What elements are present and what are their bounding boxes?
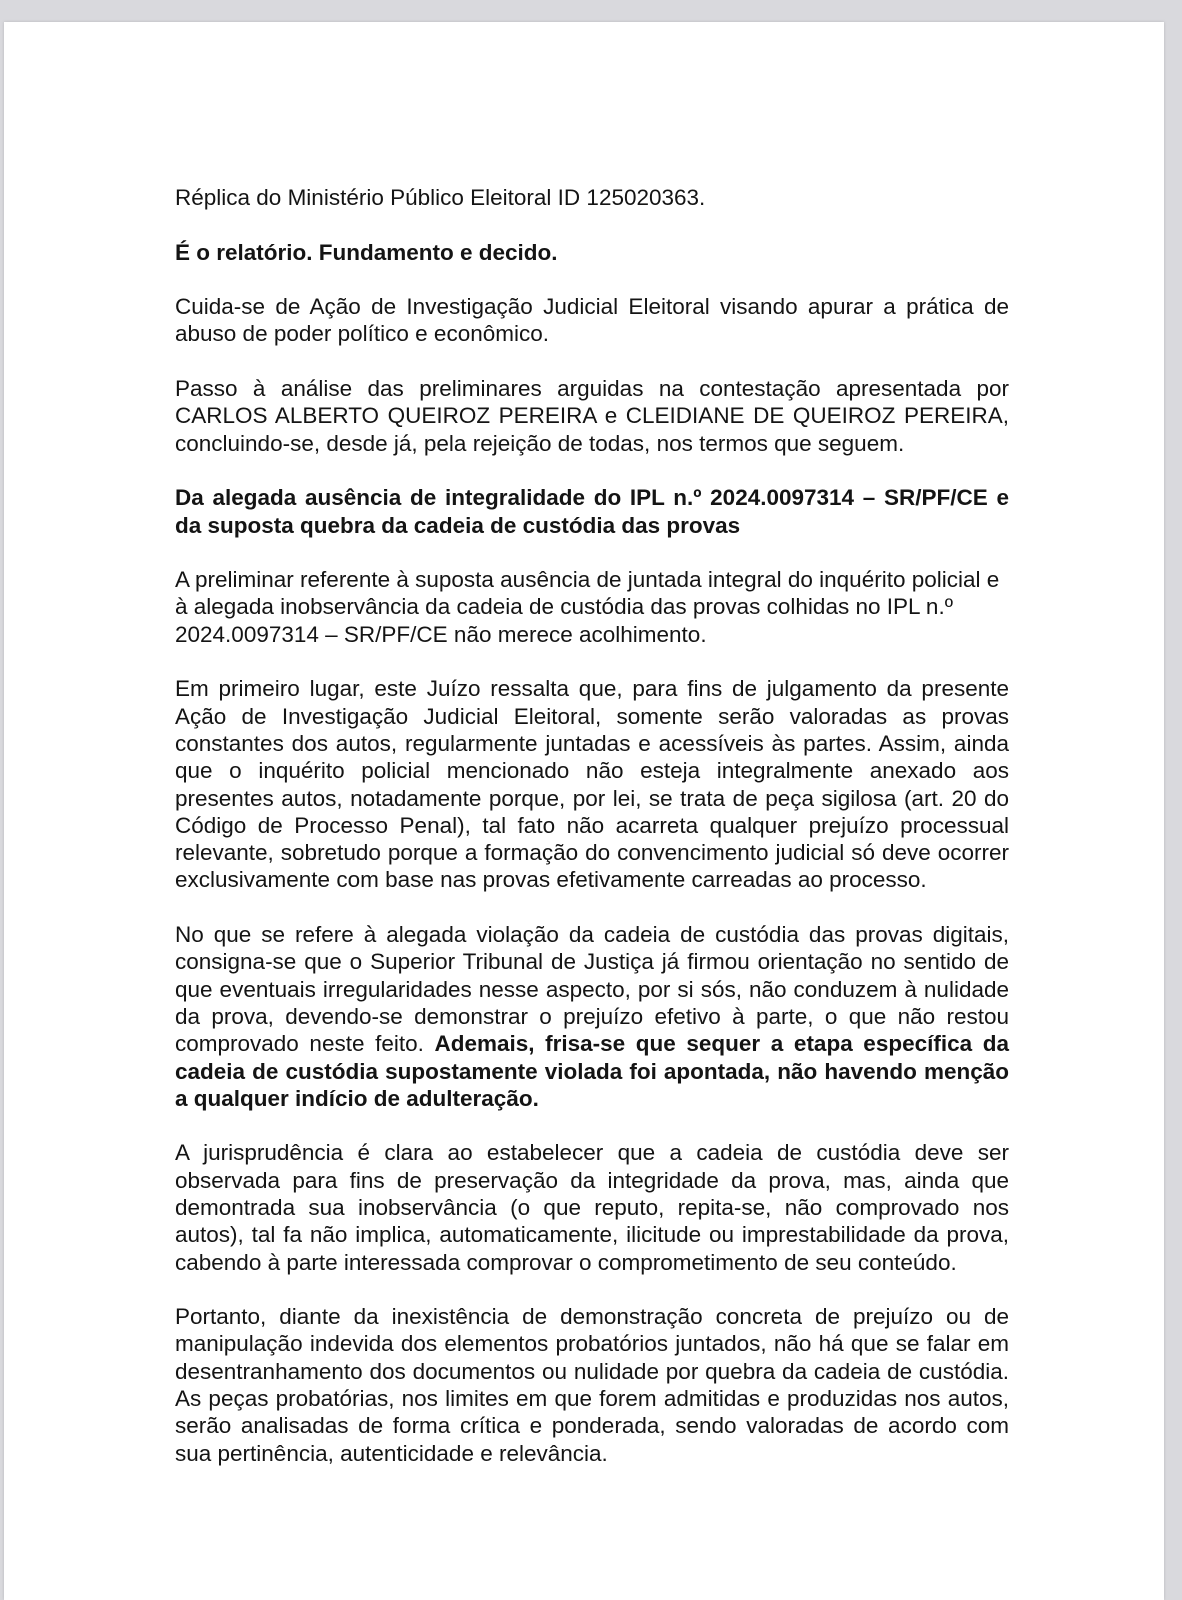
paragraph-cadeia-custodia-emphasis: Ademais, frisa-se que sequer a etapa específica da cadeia de custódia supostamente violada foi apontada, não havendo menção a qualquer indício de adulteração. [175,1031,1009,1111]
paragraph-cadeia-custodia [175,921,1009,1112]
paragraph-preliminar: A preliminar referente à suposta ausência de juntada integral do inquérito policial e à alegada inobservância da cadeia de custódia das provas colhidas no IPL n.º 2024.0097314 – SR/PF/CE não merece acolhimento. [175,567,1000,647]
paragraph-jurisprudencia: A jurisprudência é clara ao estabelecer que a cadeia de custódia deve ser observada para fins de preservação da integridade da prova, mas, ainda que demontrada sua inobservância (o que reputo, repita-se, não comprovado nos autos), tal fa não implica, automaticamente, ilicitude ou imprestabilidade da prova, cabendo à parte interessada comprovar o comprometimento de seu conteúdo. [175,1140,1009,1275]
paragraph-replica: Réplica do Ministério Público Eleitoral ID 125020363. [175,185,706,210]
document-page [4,22,1164,1600]
paragraph-portanto: Portanto, diante da inexistência de demonstração concreta de prejuízo ou de manipulação indevida dos elementos probatórios juntados, não há que se falar em desentranhamento dos documentos ou nulidade por quebra da cadeia de custódia. As peças probatórias, nos limites em que forem admitidas e produzidas nos autos, serão analisadas de forma crítica e ponderada, sendo valoradas de acordo com sua pertinência, autenticidade e relevância. [175,1304,1009,1466]
section-heading-alegada-ausencia: Da alegada ausência de integralidade do IPL n.º 2024.0097314 – SR/PF/CE e da suposta quebra da cadeia de custódia das provas [175,485,1009,538]
paragraph-passo: Passo à análise das preliminares arguidas na contestação apresentada por CARLOS ALBERTO QUEIROZ PEREIRA e CLEIDIANE DE QUEIROZ PEREIRA, concluindo-se, desde já, pela rejeição de todas, nos termos que seguem. [175,376,1009,456]
paragraph-cuida: Cuida-se de Ação de Investigação Judicial Eleitoral visando apurar a prática de abuso de poder político e econômico. [175,294,1009,347]
document-body [175,184,1009,1494]
paragraph-relatorio: É o relatório. Fundamento e decido. [175,239,558,265]
paragraph-cadeia-custodia-text: No que se refere à alegada violação da cadeia de custódia das provas digitais, consigna-se que o Superior Tribunal de Justiça já firmou orientação no sentido de que eventuais irregularidades nesse aspecto, por si sós, não conduzem à nulidade da prova, devendo-se demonstrar o prejuízo efetivo à parte, o que não restou comprovado neste feito. [175,922,1009,1057]
paragraph-primeiro-lugar: Em primeiro lugar, este Juízo ressalta que, para fins de julgamento da presente Ação de Investigação Judicial Eleitoral, somente serão valoradas as provas constantes dos autos, regularmente juntadas e acessíveis às partes. Assim, ainda que o inquérito policial mencionado não esteja integralmente anexado aos presentes autos, notadamente porque, por lei, se trata de peça sigilosa (art. 20 do Código de Processo Penal), tal fato não acarreta qualquer prejuízo processual relevante, sobretudo porque a formação do convencimento judicial só deve ocorrer exclusivamente com base nas provas efetivamente carreadas ao processo. [175,676,1009,893]
